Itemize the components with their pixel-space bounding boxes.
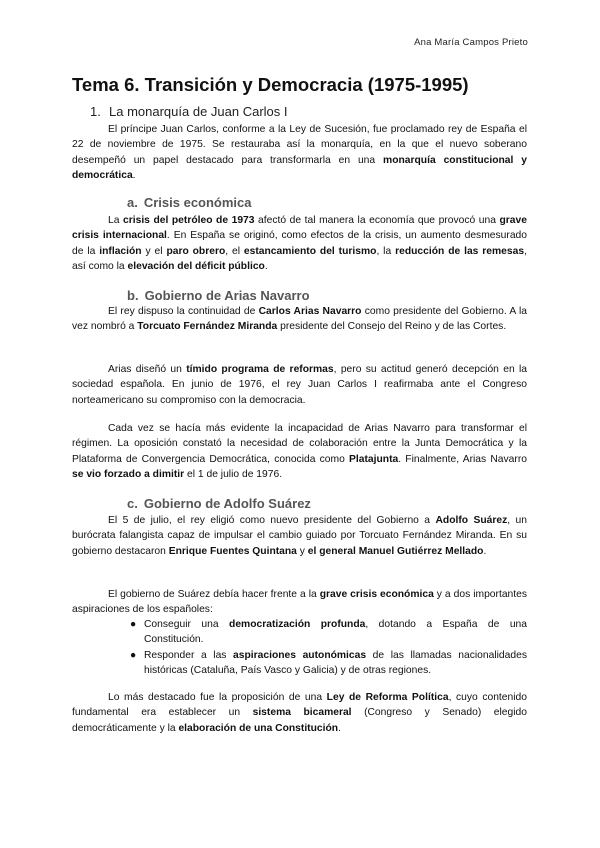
bullet-icon: ● <box>130 649 137 661</box>
section-title: La monarquía de Juan Carlos I <box>109 104 288 119</box>
list-item: ● Conseguir una democratización profunda, dotando a España de una Constitución. <box>130 619 527 646</box>
bullet-icon: ● <box>130 619 137 630</box>
paragraph-arias-1: El rey dispuso la continuidad de Carlos Arias Navarro como presidente del Gobierno. A la vez nombró a Torcuato Fernández Miranda presidente del Consejo del Reino y de las Cortes. <box>72 306 527 333</box>
list-item: ● Responder a las aspiraciones autonómicas de las llamadas nacionalidades históricas (Cataluña, País Vasco y Galicia) y de otras regiones. <box>130 649 527 677</box>
document-title: Tema 6. Transición y Democracia (1975-1995) <box>72 74 469 95</box>
paragraph-crisis: La crisis del petróleo de 1973 afectó de tal manera la economía que provocó una grave crisis internacional. En España se originó, como efectos de la crisis, un aumento desmesurado de la inflación y el paro obrero, el estancamiento del turismo, la reducción de las remesas, así como la elevación del déficit público. <box>72 215 527 273</box>
subheading-suarez: c. Gobierno de Adolfo Suárez <box>127 496 311 511</box>
paragraph-intro: El príncipe Juan Carlos, conforme a la Ley de Sucesión, fue proclamado rey de España el 22 de noviembre de 1975. Se restauraba así la monarquía, en la que el nuevo soberano desempeñó un papel destacado para transformarla en una monarquía constitucional y democrática. <box>72 124 527 182</box>
subheading-arias: b. Gobierno de Arias Navarro <box>127 288 310 303</box>
section-number: 1. <box>90 104 101 119</box>
paragraph-arias-3: Cada vez se hacía más evidente la incapacidad de Arias Navarro para transformar el régimen. La oposición constató la necesidad de colaboración entre la Junta Democrática y la Plataforma de Convergencia Democrática, conocida como Platajunta. Finalmente, Arias Navarro se vio forzado a dimitir el 1 de julio de 1976. <box>72 423 527 481</box>
paragraph-arias-2: Arias diseñó un tímido programa de reformas, pero su actitud generó decepción en la sociedad española. En junio de 1976, el rey Juan Carlos I reafirmaba ante el Congreso norteamericano su compromiso con la democracia. <box>72 364 528 406</box>
subheading-crisis: a. Crisis económica <box>127 195 252 210</box>
paragraph-reforma: Lo más destacado fue la proposición de una Ley de Reforma Política, cuyo contenido fundamental era establecer un sistema bicameral (Congreso y Senado) elegido democráticamente y la elaboración de una Constitución. <box>72 692 527 734</box>
paragraph-suarez-1: El 5 de julio, el rey eligió como nuevo presidente del Gobierno a Adolfo Suárez, un burócrata falangista capaz de impulsar el cambio guiado por Torcuato Fernández Miranda. En su gobierno destacaron Enrique Fuentes Quintana y el general Manuel Gutiérrez Mellado. <box>72 515 527 557</box>
section-heading-1 <box>90 104 288 119</box>
page-header-author: Ana María Campos Prieto <box>414 37 528 48</box>
bullet-list <box>72 617 527 679</box>
paragraph-suarez-2: El gobierno de Suárez debía hacer frente a la grave crisis económica y a dos importantes aspiraciones de los españoles: <box>72 589 528 616</box>
